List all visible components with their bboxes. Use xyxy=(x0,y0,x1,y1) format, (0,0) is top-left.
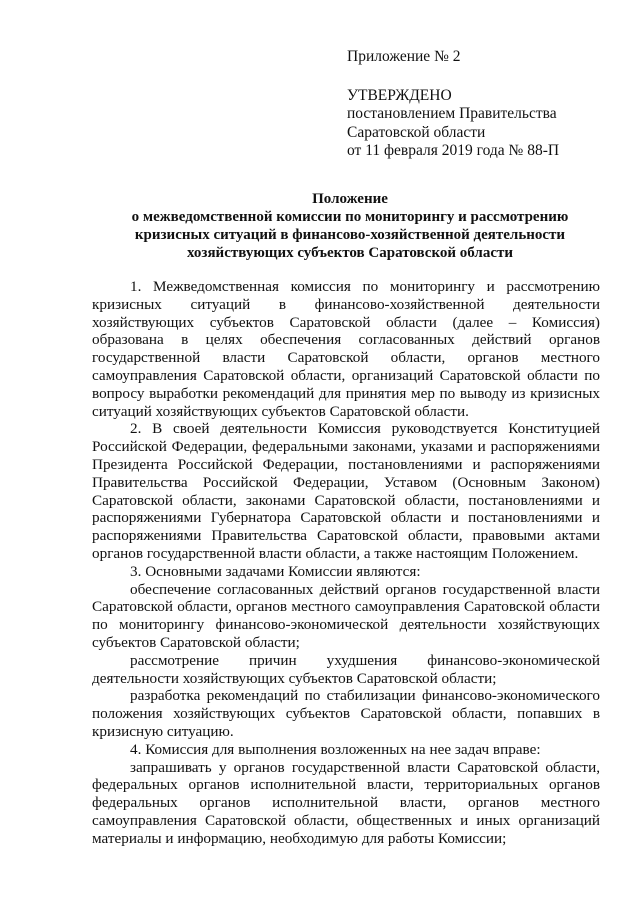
paragraph-4-item-1: запрашивать у органов государственной власти Саратовской области, федеральных органов исполнительной власти, территориальных органов федеральных органов исполнительной власти, органов местного самоуправления Саратовской области, общественных и иных организаций материалы и информацию, необходимую для работы Комиссии; xyxy=(92,758,600,847)
title-line-4: хозяйствующих субъектов Саратовской области xyxy=(186,245,513,261)
approval-line-3: от 11 февраля 2019 года № 88-П xyxy=(347,142,560,159)
approved-label: УТВЕРЖДЕНО xyxy=(347,86,452,104)
paragraph-4: 4. Комиссия для выполнения возложенных на нее задач вправе: xyxy=(130,740,541,758)
title-line-1: Положение xyxy=(312,191,388,207)
paragraph-3-item-1: обеспечение согласованных действий органов государственной власти Саратовской области, органов местного самоуправления Саратовской области по мониторингу финансово-экономической деятельности хозяйствующих субъектов Саратовской области; xyxy=(92,580,600,651)
document-body xyxy=(92,278,600,848)
approval-line-1: постановлением Правительства xyxy=(347,105,557,122)
title-line-3: кризисных ситуаций в финансово-хозяйственной деятельности xyxy=(134,227,566,243)
approval-block xyxy=(347,48,627,161)
paragraph-3-item-3: разработка рекомендаций по стабилизации финансово-экономического положения хозяйствующих субъектов Саратовской области, попавших в кризисную ситуацию. xyxy=(92,687,600,740)
paragraph-1: 1. Межведомственная комиссия по мониторингу и рассмотрению кризисных ситуаций в финансово-хозяйственной деятельности хозяйствующих субъектов Саратовской области (далее – Комиссия) образована в целях обеспечения согласованных действий органов государственной власти Саратовской области, органов местного самоуправления Саратовской области, организаций Саратовской области по вопросу выработки рекомендаций для принятия мер по выводу из кризисных ситуаций хозяйствующих субъектов Саратовской области. xyxy=(92,278,600,420)
appendix-number: Приложение № 2 xyxy=(347,48,461,65)
title-line-2: о межведомственной комиссии по мониторингу и рассмотрению xyxy=(131,209,569,225)
document-title xyxy=(60,190,640,262)
paragraph-3: 3. Основными задачами Комиссии являются: xyxy=(130,562,421,580)
paragraph-3-item-2: рассмотрение причин ухудшения финансово-экономической деятельности хозяйствующих субъектов Саратовской области; xyxy=(92,651,600,687)
paragraph-2: 2. В своей деятельности Комиссия руководствуется Конституцией Российской Федерации, федеральными законами, указами и распоряжениями Президента Российской Федерации, постановлениями и распоряжениями Правительства Российской Федерации, Уставом (Основным Законом) Саратовской области, законами Саратовской области, постановлениями и распоряжениями Губернатора Саратовской области и постановлениями и распоряжениями Правительства Саратовской области, правовыми актами органов государственной власти области, а также настоящим Положением. xyxy=(92,420,600,562)
approval-line-2: Саратовской области xyxy=(347,123,486,141)
